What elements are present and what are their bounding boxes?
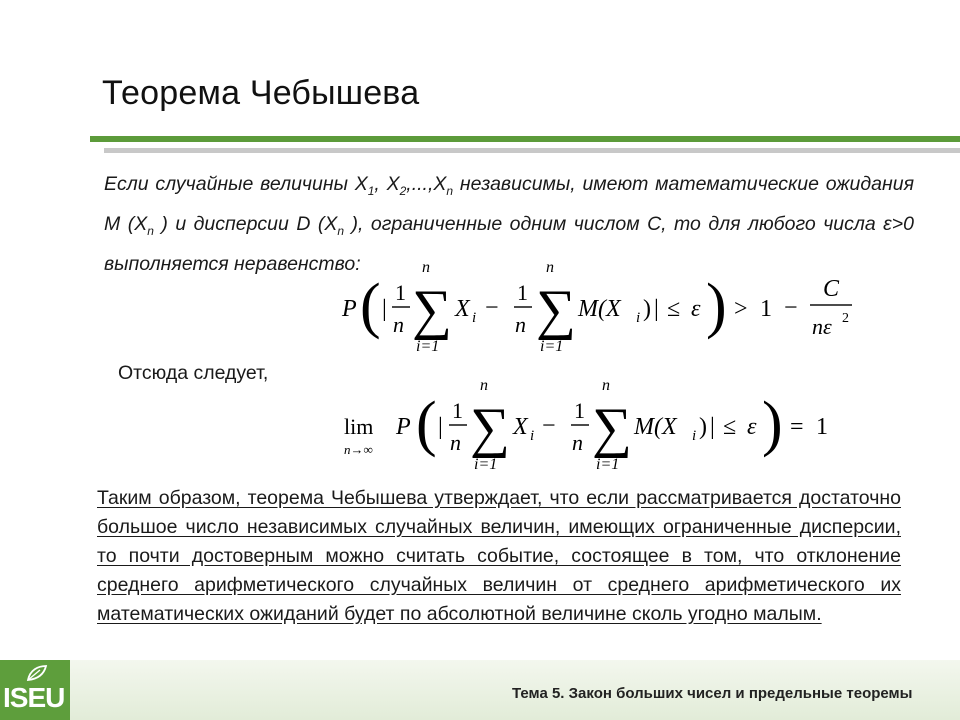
svg-text:|: | — [654, 296, 659, 322]
svg-text:|: | — [382, 296, 387, 322]
svg-text:1: 1 — [395, 280, 406, 305]
svg-text:2: 2 — [842, 311, 849, 326]
svg-text:|: | — [710, 414, 715, 440]
svg-text:1: 1 — [517, 280, 528, 305]
svg-text:i: i — [472, 310, 477, 326]
chebyshev-limit-formula — [342, 378, 842, 478]
svg-text:−: − — [542, 413, 556, 439]
follows-label: Отсюда следует, — [118, 362, 269, 384]
svg-text:i: i — [692, 428, 697, 444]
svg-text:|: | — [438, 414, 443, 440]
svg-text:M(X: M(X — [578, 296, 621, 322]
svg-text:(: ( — [416, 390, 437, 458]
svg-text:lim: lim — [344, 414, 374, 439]
logo-text: ISEU — [3, 682, 65, 713]
svg-text:∑: ∑ — [470, 397, 510, 459]
svg-text:X: X — [513, 414, 528, 440]
svg-text:∑: ∑ — [592, 397, 632, 459]
svg-text:1: 1 — [760, 296, 772, 322]
svg-text:i: i — [636, 310, 641, 326]
theorem-conclusion: Таким образом, теорема Чебышева утверждает, что если рассматривается достаточно большое число независимых случайных величин, имеющих ограниченные дисперсии, то почти достоверным можно считать событие, состоящее в том, что отклонение среднего арифметического случайных величин от среднего арифметического их математических ожиданий будет по абсолютной величине сколь угодно малым. — [97, 487, 901, 625]
svg-text:≤: ≤ — [667, 296, 681, 322]
theorem-statement: Если случайные величины $X_1$, $X_2,...,X_n$ независимы, имеют математические ожидания M ($X_n$ ) и дисперсии D ($X_n$ ), ограниченные одним числом C, то для любого числа ε>0 выполняется неравенство: — [104, 173, 914, 275]
title-divider-green — [90, 136, 960, 142]
chebyshev-inequality-formula — [340, 260, 870, 360]
svg-text:1: 1 — [816, 414, 828, 440]
svg-text:∑: ∑ — [536, 279, 576, 341]
svg-text:n: n — [572, 430, 583, 455]
slide-title: Теорема Чебышева — [102, 74, 420, 112]
svg-text:n: n — [393, 312, 404, 337]
iseu-logo — [0, 660, 70, 720]
svg-text:M(X: M(X — [634, 414, 677, 440]
footer-topic: Тема 5. Закон больших чисел и предельные теоремы — [512, 685, 913, 702]
svg-text:nε: nε — [812, 314, 832, 339]
svg-text:∑: ∑ — [412, 279, 452, 341]
title-divider-grey — [104, 148, 960, 153]
svg-text:): ) — [699, 414, 707, 440]
svg-text:−: − — [784, 295, 798, 321]
svg-text:i=1: i=1 — [596, 456, 620, 473]
svg-text:(: ( — [360, 272, 381, 340]
svg-text:): ) — [643, 296, 651, 322]
svg-text:i: i — [530, 428, 535, 444]
svg-text:i=1: i=1 — [416, 338, 440, 355]
leaf-icon — [26, 664, 48, 682]
svg-text:1: 1 — [452, 398, 463, 423]
svg-text:n: n — [515, 312, 526, 337]
svg-text:P: P — [342, 296, 357, 322]
svg-text:C: C — [823, 276, 840, 302]
svg-text:−: − — [485, 295, 499, 321]
svg-text:n: n — [422, 260, 430, 276]
svg-text:>: > — [734, 296, 748, 322]
svg-text:=: = — [790, 414, 804, 440]
svg-text:i=1: i=1 — [540, 338, 564, 355]
svg-text:n: n — [480, 378, 488, 394]
svg-text:n: n — [546, 260, 554, 276]
svg-text:n: n — [602, 378, 610, 394]
svg-text:ε: ε — [691, 296, 701, 322]
svg-text:P: P — [396, 414, 411, 440]
svg-text:1: 1 — [574, 398, 585, 423]
svg-text:): ) — [762, 390, 783, 458]
svg-text:ε: ε — [747, 414, 757, 440]
svg-text:X: X — [455, 296, 470, 322]
svg-text:≤: ≤ — [723, 414, 737, 440]
svg-text:n→∞: n→∞ — [344, 442, 373, 457]
svg-text:): ) — [706, 272, 727, 340]
svg-text:i=1: i=1 — [474, 456, 498, 473]
svg-text:n: n — [450, 430, 461, 455]
